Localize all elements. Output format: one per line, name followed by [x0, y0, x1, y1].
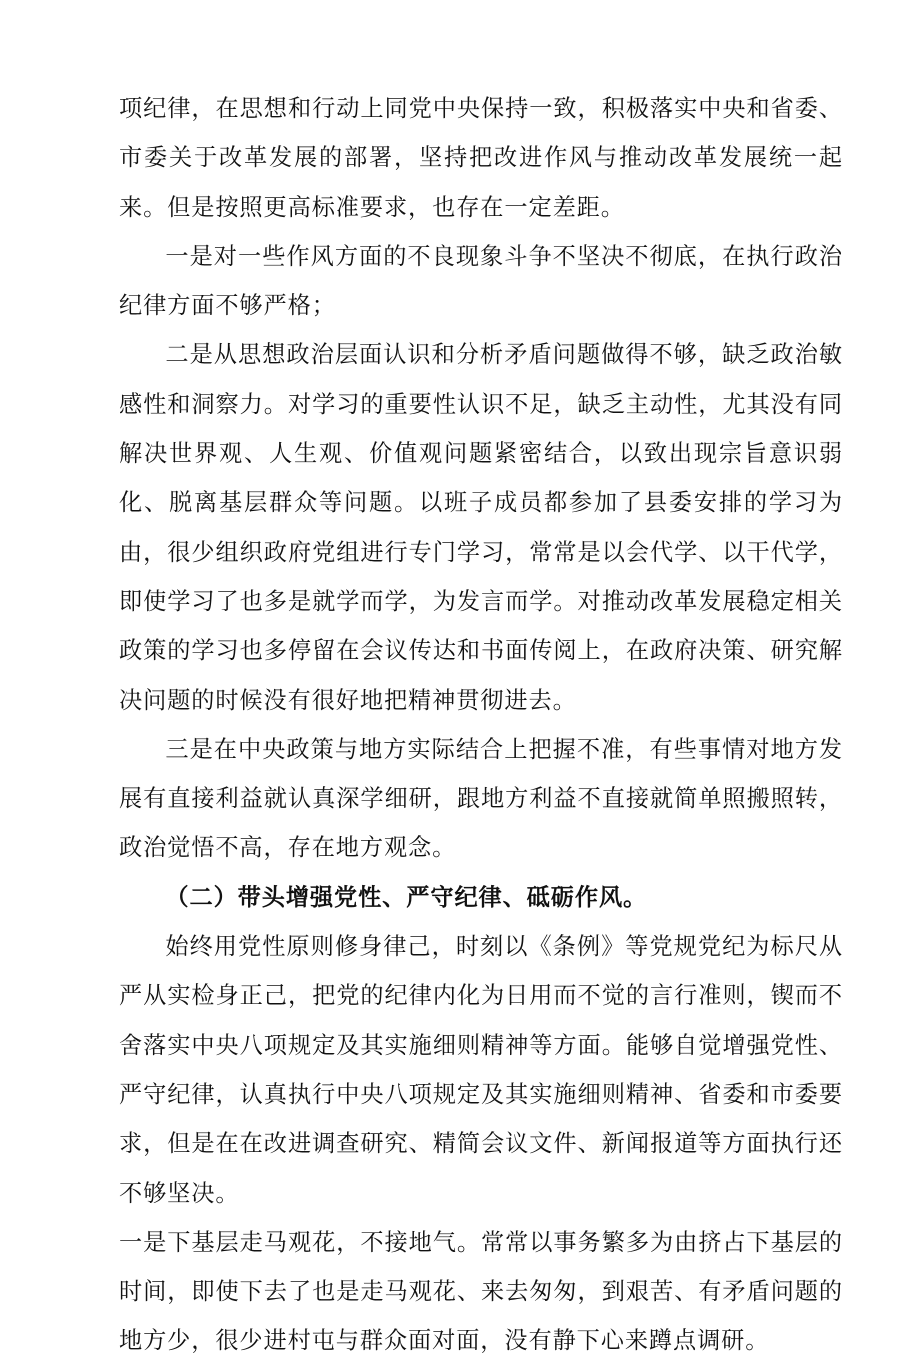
- paragraph-point-three: 三是在中央政策与地方实际结合上把握不准，有些事情对地方发展有直接利益就认真深学细研，跟地方利益不直接就简单照搬照转，政治觉悟不高，存在地方观念。: [119, 735, 843, 862]
- paragraph-continuation: 项纪律，在思想和行动上同党中央保持一致，积极落实中央和省委、市委关于改革发展的部署，坚持把改进作风与推动改革发展统一起来。但是按照更高标准要求，也存在一定差距。: [119, 95, 843, 221]
- paragraph-section-point-one: 一是下基层走马观花，不接地气。常常以事务繁多为由挤占下基层的时间，即使下去了也是走马观花、来去匆匆，到艰苦、有矛盾问题的地方少，很少进村屯与群众面对面，没有静下心来蹲点调研。: [119, 1228, 843, 1355]
- paragraph-point-two: 二是从思想政治层面认识和分析矛盾问题做得不够，缺乏政治敏感性和洞察力。对学习的重要性认识不足，缺乏主动性，尤其没有同解决世界观、人生观、价值观问题紧密结合，以致出现宗旨意识弱化、脱离基层群众等问题。以班子成员都参加了县委安排的学习为由，很少组织政府党组进行专门学习，常常是以会代学、以干代学，即使学习了也多是就学而学，为发言而学。对推动改革发展稳定相关政策的学习也多停留在会议传达和书面传阅上，在政府决策、研究解决问题的时候没有很好地把精神贯彻进去。: [119, 341, 843, 714]
- document-body: [119, 84, 843, 1366]
- paragraph-section-intro: 始终用党性原则修身律己，时刻以《条例》等党规党纪为标尺从严从实检身正己，把党的纪律内化为日用而不觉的言行准则，锲而不舍落实中央八项规定及其实施细则精神等方面。能够自觉增强党性、严守纪律，认真执行中央八项规定及其实施细则精神、省委和市委要求，但是在在改进调查研究、精简会议文件、新闻报道等方面执行还不够坚决。: [119, 933, 843, 1207]
- section-heading: （二）带头增强党性、严守纪律、砥砺作风。: [165, 883, 648, 911]
- paragraph-point-one: 一是对一些作风方面的不良现象斗争不坚决不彻底，在执行政治纪律方面不够严格；: [119, 242, 843, 320]
